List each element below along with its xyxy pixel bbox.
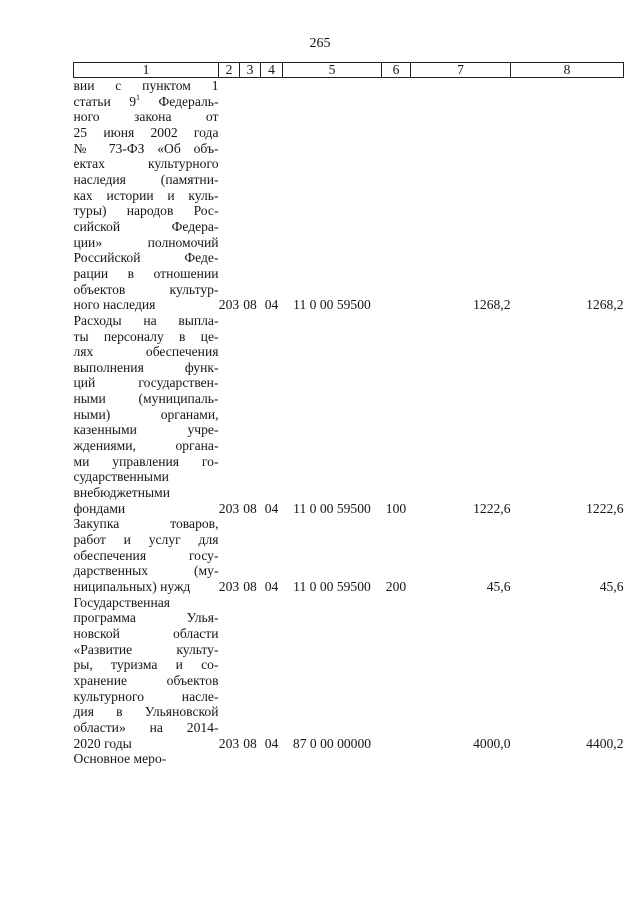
description-line: Государственная	[73, 594, 171, 610]
cell-amount-8: 4400,2	[586, 735, 624, 751]
cell-code-subsection: 04	[264, 579, 279, 594]
description-line: выполнения функ-	[73, 359, 219, 375]
cell-amount-7: 1268,2	[473, 297, 511, 313]
description-line: культурного насле-	[73, 688, 219, 704]
description-line: ций государствен-	[73, 375, 219, 391]
description-line: ными (муниципаль-	[73, 391, 219, 407]
page-number: 265	[309, 36, 331, 51]
description-line: рации в отношении	[73, 265, 219, 281]
description-line: 2020 годы	[73, 735, 132, 751]
budget-table	[73, 62, 624, 767]
cell-amount-8: 1222,6	[586, 500, 624, 516]
cell-amount-8: 45,6	[599, 579, 624, 594]
header-col-8: 8	[511, 63, 624, 78]
cell-amount-7: 4000,0	[473, 735, 511, 751]
description-line: ными) органами,	[73, 406, 219, 422]
header-col-7: 7	[411, 63, 511, 78]
cell-code-section: 08	[243, 500, 257, 516]
description-line: обеспечения госу-	[73, 547, 219, 563]
description-line: дарственных (му-	[73, 563, 219, 579]
description-line: программа Улья-	[73, 610, 219, 626]
cell-target-article: 11 0 00 59500	[293, 500, 371, 516]
table-row	[74, 751, 624, 767]
description-text: Федераль-	[140, 93, 219, 109]
cell-target-article: 11 0 00 59500	[293, 297, 371, 313]
description-line: ждениями, органа-	[73, 438, 219, 454]
description-line	[74, 94, 219, 110]
header-col-6: 6	[382, 63, 411, 78]
description-line: сийской Федера-	[73, 218, 219, 234]
cell-code-rz: 203	[218, 735, 240, 751]
description-line: казенными учре-	[73, 422, 219, 438]
description-line: ми управления го-	[73, 453, 219, 469]
superscript: 1	[136, 92, 141, 102]
description-line: работ и услуг для	[73, 532, 219, 548]
cell-expense-type	[382, 78, 411, 313]
cell-code-subsection	[261, 751, 283, 767]
cell-code-section: 08	[243, 579, 257, 594]
description-line: Расходы на выпла-	[73, 312, 219, 328]
description-line: сударственными	[73, 469, 169, 485]
cell-code-rz: 203	[218, 500, 240, 516]
description-line: дия в Ульяновской	[73, 704, 219, 720]
cell-code-subsection: 04	[264, 735, 279, 751]
description-line: новской области	[73, 625, 219, 641]
cell-amount-8	[511, 751, 624, 767]
table-body	[74, 78, 624, 767]
cell-amount-7	[411, 751, 511, 767]
description-line: Закупка товаров,	[73, 516, 219, 532]
description-line: области» на 2014-	[73, 719, 219, 735]
cell-expense-type	[382, 751, 411, 767]
description-line: лях обеспечения	[73, 344, 219, 360]
row-description	[74, 595, 219, 752]
cell-target-article	[283, 751, 382, 767]
description-line: Российской Феде-	[73, 250, 219, 266]
cell-amount-8: 1268,2	[586, 297, 624, 313]
cell-code-subsection: 04	[264, 500, 279, 516]
cell-expense-type: 100	[385, 500, 407, 516]
description-line: ции» полномочий	[73, 234, 219, 250]
cell-expense-type	[382, 595, 411, 752]
description-line: ниципальных) нужд	[73, 579, 191, 594]
header-col-2: 2	[219, 63, 240, 78]
description-line: объектов культур-	[73, 281, 219, 297]
description-line: 25 июня 2002 года	[73, 124, 219, 140]
description-line: фондами	[73, 500, 126, 516]
row-description	[74, 78, 219, 313]
cell-code-rz: 203	[218, 579, 240, 594]
header-col-3: 3	[240, 63, 261, 78]
cell-code-subsection: 04	[264, 297, 279, 313]
cell-code-section	[240, 751, 261, 767]
description-line: наследия (памятни-	[73, 171, 219, 187]
description-line: «Развитие культу-	[73, 641, 219, 657]
description-line: ного закона от	[73, 109, 219, 125]
description-line: хранение объектов	[73, 672, 219, 688]
cell-amount-7: 45,6	[486, 579, 511, 594]
row-description	[74, 313, 219, 517]
description-line: туры) народов Рос-	[73, 203, 219, 219]
description-line: вии с пунктом 1	[73, 78, 219, 93]
description-line: ты персоналу в це-	[73, 328, 219, 344]
table-row	[74, 78, 624, 313]
row-description	[74, 516, 219, 594]
table-row	[74, 595, 624, 752]
description-line: ектах культурного	[73, 156, 219, 172]
header-col-5: 5	[283, 63, 382, 78]
row-description	[74, 751, 219, 767]
description-line: № 73-ФЗ «Об объ-	[73, 140, 219, 156]
description-line: ках истории и куль-	[73, 187, 219, 203]
cell-code-section: 08	[243, 297, 257, 313]
cell-target-article: 87 0 00 00000	[292, 735, 372, 751]
description-text: статьи 9	[73, 93, 137, 109]
description-line: внебюджетными	[73, 485, 170, 501]
cell-code-section: 08	[243, 735, 257, 751]
table-row	[74, 313, 624, 517]
cell-amount-7: 1222,6	[473, 500, 511, 516]
cell-code-rz	[219, 751, 240, 767]
cell-target-article: 11 0 00 59500	[293, 579, 371, 594]
cell-code-rz: 203	[218, 297, 240, 313]
header-col-4: 4	[261, 63, 283, 78]
cell-expense-type: 200	[385, 579, 407, 594]
description-line: Основное меро-	[73, 751, 167, 767]
description-line: ного наследия	[73, 297, 156, 313]
header-col-1: 1	[74, 63, 219, 78]
table-row	[74, 516, 624, 594]
description-line: ры, туризма и со-	[73, 657, 219, 673]
header-row	[74, 63, 624, 78]
